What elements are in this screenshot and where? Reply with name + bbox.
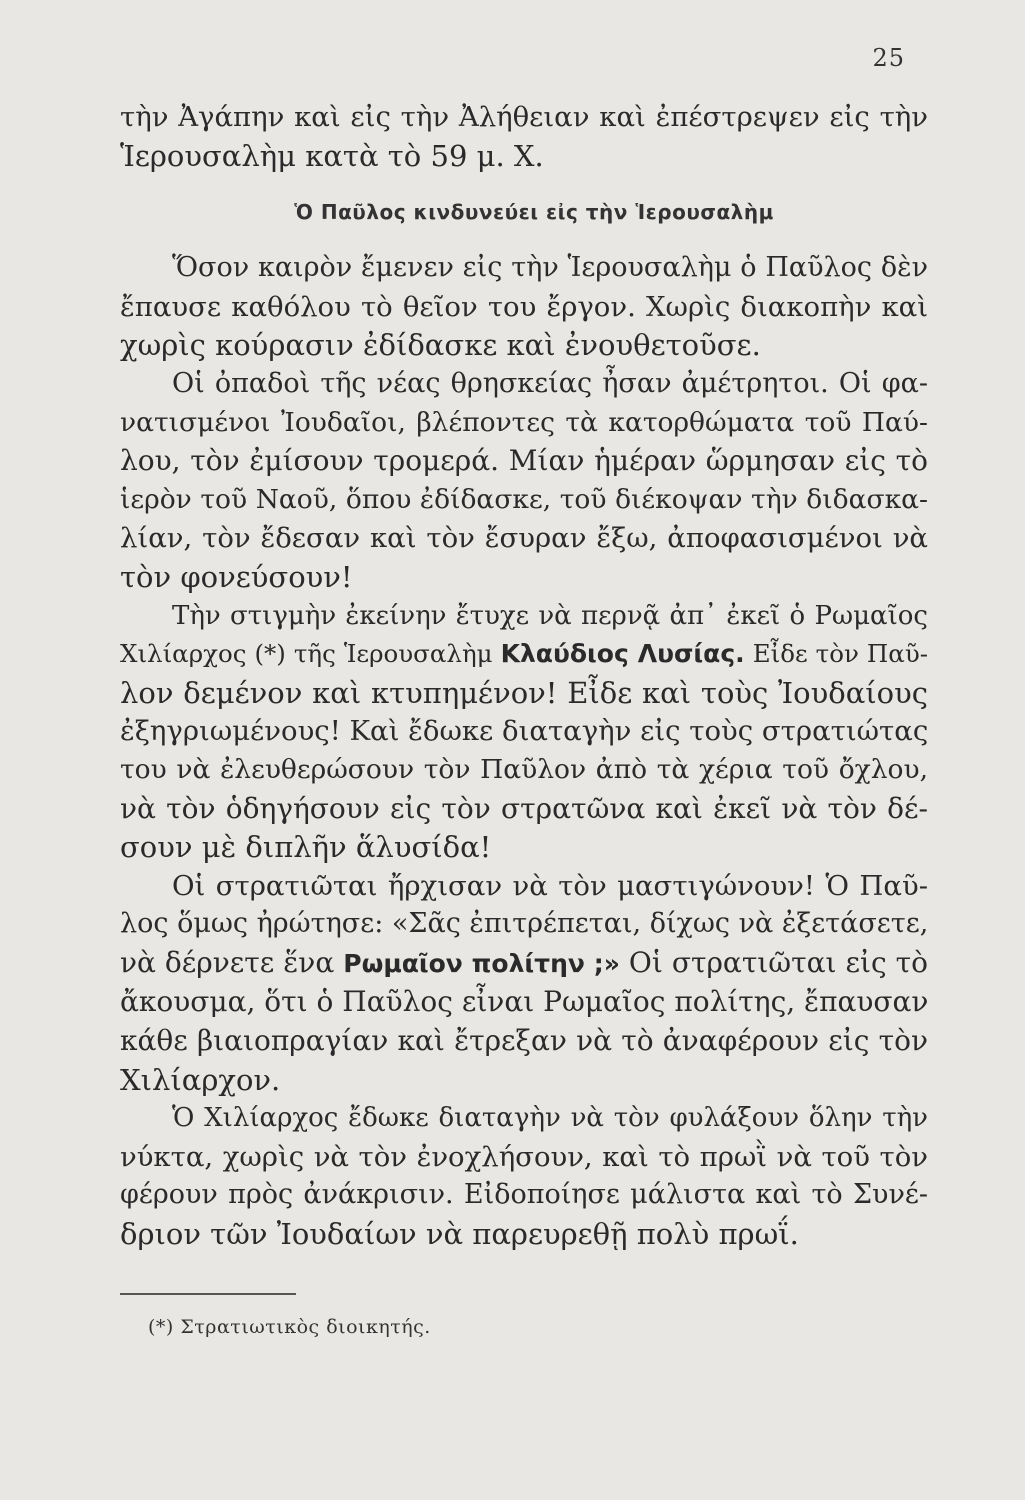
- text-line: του νὰ ἐλευθερώσουν τὸν Παῦλον ἀπὸ τὰ χέρια τοῦ ὄχλου,: [120, 753, 928, 785]
- section-heading: Ὁ Παῦλος κινδυνεύει εἰς τὴν Ἱερουσαλὴμ: [294, 200, 774, 225]
- page-number: 25: [872, 44, 905, 72]
- text-line: ἔπαυσε καθόλου τὸ θεῖον του ἔργον. Χωρὶς διακοπὴν καὶ: [120, 290, 928, 323]
- text-line: νατισμένοι Ἰουδαῖοι, βλέποντες τὰ κατορθώματα τοῦ Παύ-: [120, 406, 928, 438]
- text-line: λίαν, τὸν ἔδεσαν καὶ τὸν ἔσυραν ἔξω, ἀποφασισμένοι νὰ: [120, 522, 928, 555]
- text-line: δριον τῶν Ἰουδαίων νὰ παρευρεθῇ πολὺ πρωΐ.: [120, 1217, 799, 1252]
- text-line: Ὁ Χιλίαρχος ἔδωκε διαταγὴν νὰ τὸν φυλάξουν ὅλην τὴν: [172, 1103, 928, 1134]
- main-text: [120, 98, 928, 1254]
- text-line: κάθε βιαιοπραγίαν καὶ ἔτρεξαν νὰ τὸ ἀναφέρουν εἰς τὸν: [120, 1024, 928, 1058]
- text-line: λον δεμένον καὶ κτυπημένον! Εἶδε καὶ τοὺς Ἰουδαίους: [120, 675, 928, 710]
- footnote: (*) Στρατιωτικὸς διοικητής.: [148, 1316, 431, 1338]
- text-line: λου, τὸν ἐμίσουν τρομερά. Μίαν ἡμέραν ὥρμησαν εἰς τὸ: [120, 444, 928, 478]
- text-line: ἱερὸν τοῦ Ναοῦ, ὅπου ἐδίδασκε, τοῦ διέκοψαν τὴν διδασκα-: [120, 483, 928, 515]
- text-line: νὰ τὸν ὁδηγήσουν εἰς τὸν στρατῶνα καὶ ἐκεῖ νὰ τὸν δέ-: [120, 791, 928, 825]
- text-line: τὸν φονεύσουν!: [120, 559, 353, 594]
- bold-phrase: Ρωμαῖον πολίτην ;»: [343, 948, 620, 978]
- text-line: λος ὅμως ἠρώτησε: «Σᾶς ἐπιτρέπεται, δίχως νὰ ἐξετάσετε,: [120, 908, 929, 940]
- bold-name: Κλαύδιος Λυσίας.: [500, 639, 745, 669]
- text-line: Τὴν στιγμὴν ἐκείνην ἔτυχε νὰ περνᾷ ἀπ᾽ ἐκεῖ ὁ Ρωμαῖος: [172, 600, 928, 631]
- text-line: ἄκουσμα, ὅτι ὁ Παῦλος εἶναι Ρωμαῖος πολίτης, ἔπαυσαν: [120, 985, 929, 1019]
- text-line: [120, 944, 928, 984]
- text-segment: Εἶδε τὸν Παῦ-: [752, 639, 928, 669]
- text-line: Χιλίαρχον.: [120, 1062, 281, 1097]
- text-line: νύκτα, χωρὶς νὰ τὸν ἐνοχλήσουν, καὶ τὸ πρωῒ νὰ τοῦ τὸν: [120, 1140, 928, 1173]
- text-line: [120, 635, 928, 674]
- text-line: ἐξηγριωμένους! Καὶ ἔδωκε διαταγὴν εἰς τοὺς στρατιώτας: [120, 715, 929, 748]
- text-segment: νὰ δέρνετε ἕνα: [120, 945, 335, 979]
- text-line: φέρουν πρὸς ἀνάκρισιν. Εἰδοποίησε μάλιστα καὶ τὸ Συνέ-: [120, 1179, 928, 1211]
- text-line: σουν μὲ διπλῆν ἅλυσίδα!: [120, 830, 492, 865]
- text-segment: Χιλίαρχος (*) τῆς Ἱερουσαλὴμ: [120, 639, 493, 669]
- text-line: Οἱ ὀπαδοὶ τῆς νέας θρησκείας ἦσαν ἀμέτρητοι. Οἱ φα-: [172, 367, 928, 399]
- text-line: Ἱερουσαλὴμ κατὰ τὸ 59 μ. Χ.: [120, 138, 544, 173]
- text-line: τὴν Ἀγάπην καὶ εἰς τὴν Ἀλήθειαν καὶ ἐπέστρεψεν εἰς τὴν: [120, 101, 928, 133]
- text-line: Οἱ στρατιῶται ἤρχισαν νὰ τὸν μαστιγώνουν! Ὁ Παῦ-: [172, 869, 928, 902]
- text-line: χωρὶς κούρασιν ἐδίδασκε καὶ ἐνουθετοῦσε.: [120, 328, 761, 363]
- text-line: Ὅσον καιρὸν ἔμενεν εἰς τὴν Ἱερουσαλὴμ ὁ Παῦλος δὲν: [172, 252, 928, 284]
- footnote-divider: [120, 1293, 296, 1295]
- text-segment: Οἱ στρατιῶται εἰς τὸ: [628, 945, 929, 979]
